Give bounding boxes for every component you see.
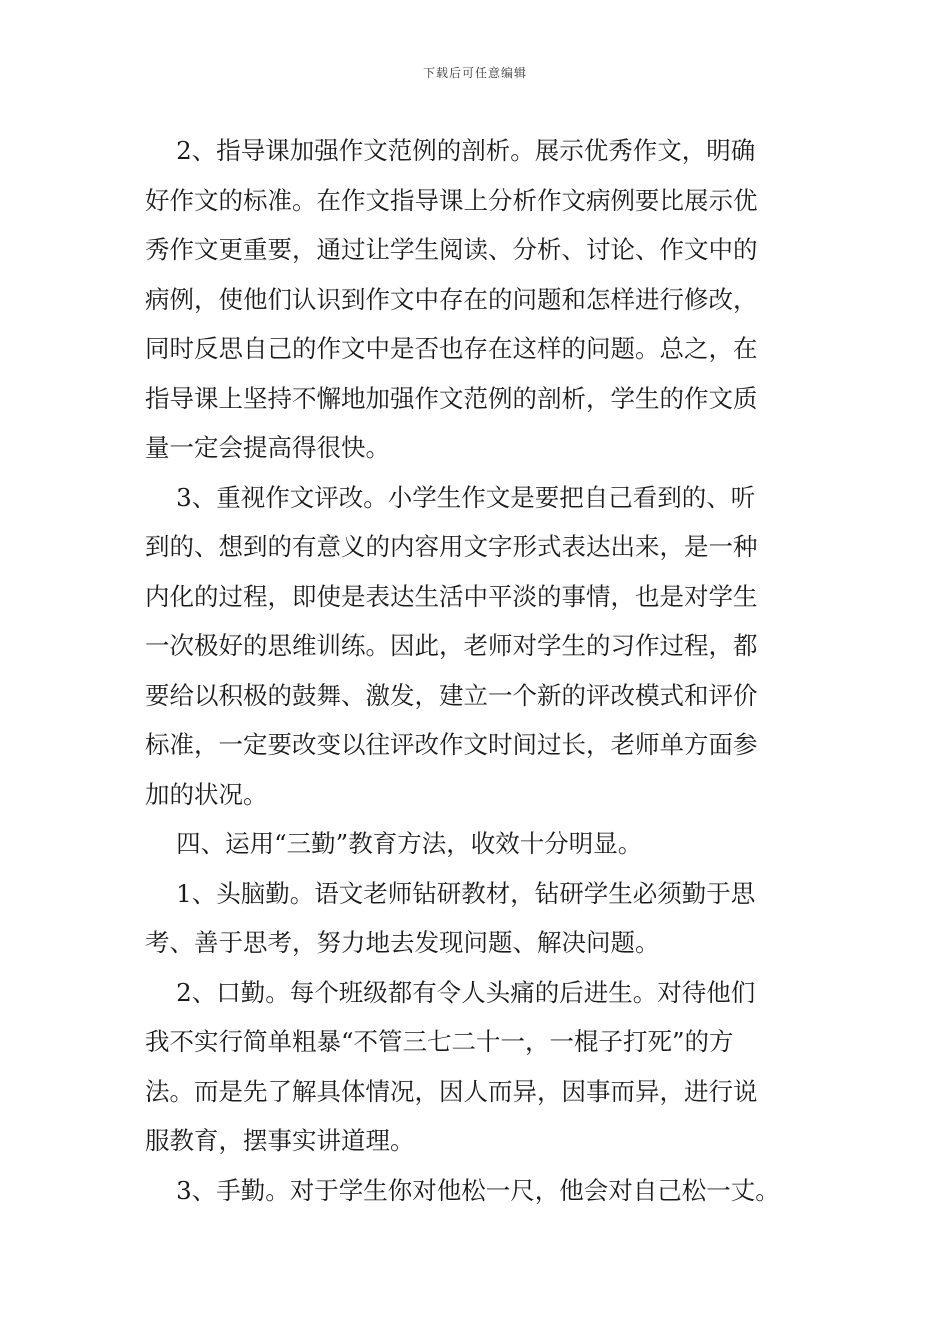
text-line: 标准，一定要改变以往评改作文时间过长，老师单方面参 [145, 730, 758, 759]
text-line: 我不实行简单粗暴“不管三七二十一，一棍子打死”的方 [145, 1027, 734, 1056]
text-line: 2、口勤。每个班级都有令人头痛的后进生。对待他们 [145, 977, 756, 1007]
text-line: 服教育，摆事实讲道理。 [145, 1126, 415, 1155]
text-line: 3、重视作文评改。小学生作文是要把自己看到的、听 [145, 482, 756, 512]
text-line: 量一定会提高得很快。 [145, 433, 390, 462]
text-line: 好作文的标准。在作文指导课上分析作文病例要比展示优 [145, 185, 758, 215]
text-line: 四、运用“三勤”教育方法，收效十分明显。 [145, 829, 643, 858]
text-line: 考、善于思考，努力地去发现问题、解决问题。 [145, 928, 660, 957]
text-line: 2、指导课加强作文范例的剖析。展示优秀作文，明确 [145, 136, 756, 165]
text-line: 法。而是先了解具体情况，因人而异，因事而异，进行说 [145, 1076, 758, 1106]
text-line: 加的状况。 [145, 779, 268, 809]
text-line: 指导课上坚持不懈地加强作文范例的剖析，学生的作文质 [145, 383, 758, 413]
text-line: 3、手勤。对于学生你对他松一尺，他会对自己松一丈。 [145, 1175, 780, 1205]
text-line: 1、头脑勤。语文老师钻研教材，钻研学生必须勤于思 [145, 878, 756, 908]
body-text [145, 126, 825, 1215]
text-line: 内化的过程，即使是表达生活中平淡的事情，也是对学生 [145, 581, 758, 611]
text-line: 秀作文更重要，通过让学生阅读、分析、讨论、作文中的 [145, 235, 758, 264]
text-line: 一次极好的思维训练。因此，老师对学生的习作过程，都 [145, 631, 758, 660]
page-header: 下载后可任意编辑 [422, 66, 527, 80]
text-line: 病例，使他们认识到作文中存在的问题和怎样进行修改， [145, 284, 758, 314]
text-line: 同时反思自己的作文中是否也存在这样的问题。总之，在 [145, 334, 758, 363]
text-line: 要给以积极的鼓舞、激发，建立一个新的评改模式和评价 [145, 680, 758, 710]
text-line: 到的、想到的有意义的内容用文字形式表达出来，是一种 [145, 532, 758, 561]
